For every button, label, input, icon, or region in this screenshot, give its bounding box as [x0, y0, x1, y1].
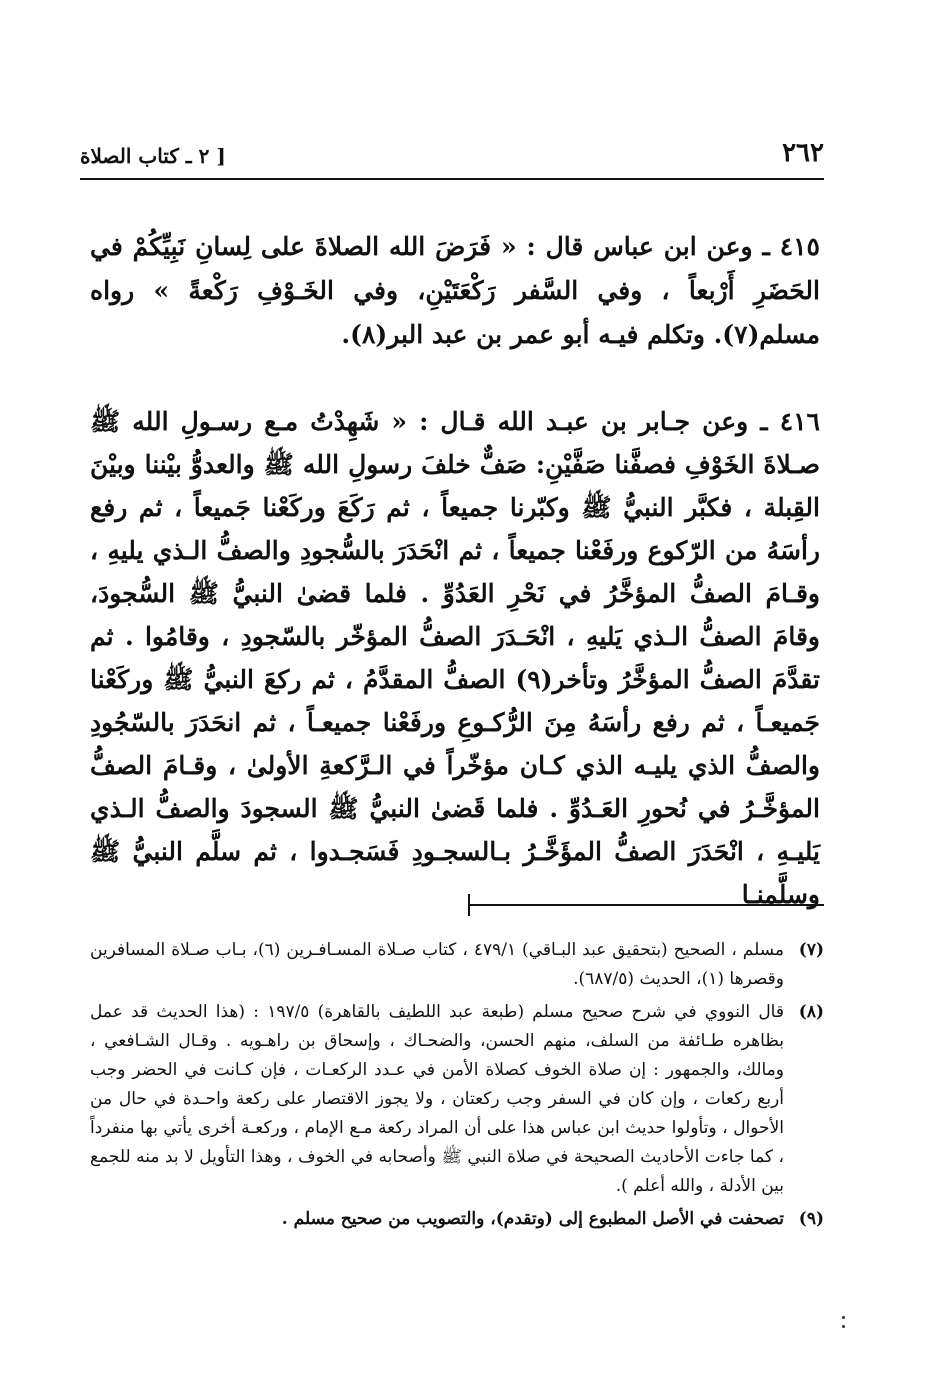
footnote-7 — [90, 936, 824, 994]
header-rule — [80, 178, 824, 180]
footnote-number: (٩) — [798, 1209, 824, 1229]
footnote-separator — [468, 904, 824, 906]
footnote-number: (٨) — [798, 1002, 824, 1022]
footnote-9 — [90, 1205, 824, 1234]
hadith-416-paragraph: ٤١٦ ـ وعن جـابر بن عبـد الله قـال : « شَهِدْتُ مـع رسـولِ الله ﷺ صـلاةَ الخَوْفِ فصفَّنا صَفَّيْنِ: صَفٌّ خلفَ رسولِ الله ﷺ والعدوُّ بيْننا وبيْنَ القِبلة ، فكبَّر النبيُّ ﷺ وكبّرنا جميعاً ، ثم رَكَعَ وركَعْنا جَميعاً ، ثم رفع رأسَهُ من الرّكوع ورفَعْنا جميعاً ، ثم انْحَدَرَ بالسُّجودِ والصفُّ الـذي يليهِ ، وقـامَ الصفُّ المؤخَّرُ في نَحْرِ العَدُوِّ . فلما قضىٰ النبيُّ ﷺ السُّجودَ، وقامَ الصفُّ الـذي يَليهِ ، انْحَـدَرَ الصفُّ المؤخّر بالسّجودِ ، وقامُوا . ثم تقدَّمَ الصفُّ المؤخَّرُ وتأخر(٩) الصفُّ المقدَّمُ ، ثم ركعَ النبيُّ ﷺ وركَعْنا جَميعـاً ، ثم رفع رأسَهُ مِنَ الرُّكـوعِ ورفَعْنا جميعـاً ، ثم انحَدَرَ بالسّجُودِ والصفُّ الذي يليـه الذي كـان مؤخّراً في الـرَّكعةِ الأولىٰ ، وقـامَ الصفُّ المؤخَّـرُ في نُحورِ العَـدُوِّ . فلما قَضىٰ النبيُّ ﷺ السجودَ والصفُّ الـذي يَليـهِ ، انْحَدَرَ الصفُّ المؤَخَّـرُ بـالسجـودِ فَسَجـدوا ، ثم سلَّم النبيُّ ﷺ وسلَّمنـا — [90, 407, 821, 909]
footnote-text: تصحفت في الأصل المطبوع إلى (وتقدم)، والتصويب من صحيح مسلم . — [281, 1209, 784, 1229]
footnote-8 — [90, 998, 824, 1201]
running-title: [ ٢ ـ كتاب الصلاة — [80, 144, 226, 168]
hadith-415-paragraph: ٤١٥ ـ وعن ابن عباس قال : « فَرَضَ الله الصلاةَ على لِسانِ نَبِيِّكُمْ في الحَضَرِ أَرْبعاً ، وفي السَّفر رَكْعَتَيْنِ، وفي الخَـوْفِ رَكْعةً » رواه مسلم(٧). وتكلم فيـه أبو عمر بن عبد البر(٨). — [90, 232, 820, 349]
footnote-text: قال النووي في شرح صحيح مسلم (طبعة عبد اللطيف بالقاهرة) ١٩٧/٥ : (هذا الحديث قد عمل بظاهره طـائفة من السلف، منهم الحسن، والضحـاك ، وإسحاق بن راهـويه . وقـال الشـافعي ، ومالك، والجمهور : إن صلاة الخوف كصلاة الأمن في عـدد الركعـات ، فإن كـانت في الحضر وجب أربع ركعات ، وإن كان في السفر وجب ركعتان ، ولا يجوز الاقتصار على ركعة واحـدة في حال من الأحوال ، وتأولوا حديث ابن عباس هذا على أن المراد ركعة مـع الإمام ، وركعـة أخرى يأتي بها منفرداً ، كما جاءت الأحاديث الصحيحة في صلاة النبي ﷺ وأصحابه في الخوف ، وهذا التأويل لا بد منه للجمع بين الأدلة ، والله أعلم ). — [90, 1002, 784, 1196]
footnote-separator-tick — [468, 894, 470, 916]
page-header — [80, 138, 824, 174]
footnote-text: مسلم ، الصحيح (بتحقيق عبد البـاقي) ٤٧٩/١ ، كتاب صـلاة المسـافـرين (٦)، بـاب صـلاة المسافرين وقصرها (١)، الحديث (٦٨٧/٥). — [90, 940, 784, 989]
margin-speck — [842, 1316, 844, 1338]
footnotes — [90, 936, 824, 1238]
footnote-number: (٧) — [798, 940, 824, 960]
page-number: ٢٦٢ — [782, 138, 824, 168]
